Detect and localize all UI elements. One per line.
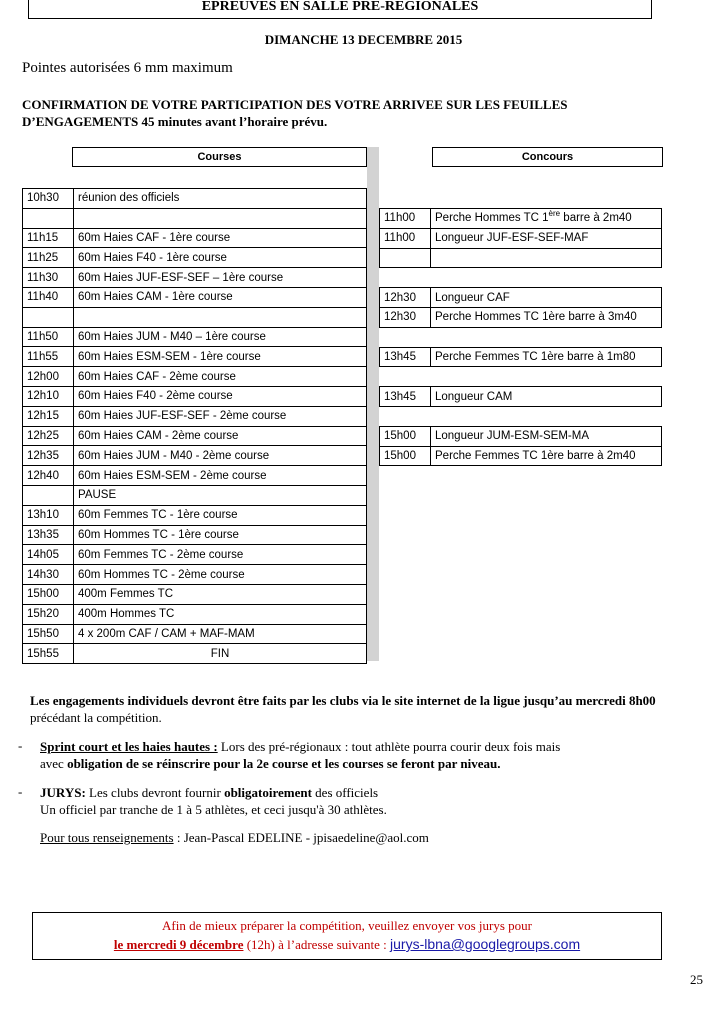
confirmation-notice [22,96,682,130]
time-cell: 13h10 [23,505,74,525]
time-cell: 15h00 [23,584,74,604]
event-cell: Perche Hommes TC 1ère barre à 2m40 [431,209,662,229]
engagements-note [30,692,700,726]
time-cell: 11h00 [380,209,431,229]
contact-label: Pour tous renseignements [40,830,174,845]
event-cell: Perche Femmes TC 1ère barre à 1m80 [431,347,662,367]
table-gap [380,406,662,426]
time-cell: 14h05 [23,545,74,565]
table-row [23,545,367,565]
time-cell [23,208,74,228]
time-cell: 12h30 [380,288,431,308]
table-row [23,604,367,624]
table-row [23,367,367,387]
table-row [23,466,367,486]
event-cell: 60m Haies JUF-ESF-SEF – 1ère course [74,268,367,288]
jurys-title: JURYS: [40,785,86,800]
table-row [380,387,662,407]
event-cell: 60m Hommes TC - 1ère course [74,525,367,545]
table-row [23,268,367,288]
table-row [23,565,367,585]
confirmation-line-2: D’ENGAGEMENTS 45 minutes avant l’horaire prévu. [22,114,328,129]
time-cell [380,248,431,268]
sprint-title: Sprint court et les haies hautes : [40,739,218,754]
event-cell: 60m Haies ESM-SEM - 2ème course [74,466,367,486]
contact-line [40,829,429,846]
page-title: EPREUVES EN SALLE PRE-REGIONALES [28,0,652,19]
confirmation-line-1: CONFIRMATION DE VOTRE PARTICIPATION DES VOTRE ARRIVEE SUR LES FEUILLES [22,97,568,112]
event-cell: Perche Hommes TC 1ère barre à 3m40 [431,307,662,327]
time-cell: 11h30 [23,268,74,288]
event-cell [74,208,367,228]
courses-header: Courses [72,147,367,167]
event-cell: 400m Femmes TC [74,584,367,604]
sprint-line2-pre: avec [40,756,68,771]
table-row [23,228,367,248]
event-cell: 60m Femmes TC - 2ème course [74,545,367,565]
event-cell: Longueur JUM-ESM-SEM-MA [431,426,662,446]
time-cell: 12h35 [23,446,74,466]
event-date: DIMANCHE 13 DECEMBRE 2015 [264,32,463,47]
event-cell: FIN [74,644,367,664]
event-cell [431,248,662,268]
event-cell: 4 x 200m CAF / CAM + MAF-MAM [74,624,367,644]
time-cell: 13h45 [380,387,431,407]
spikes-rule: Pointes autorisées 6 mm maximum [22,60,233,76]
time-cell [23,485,74,505]
table-row [23,644,367,664]
engagements-normal: précédant la compétition. [30,710,162,725]
event-cell: 60m Haies JUF-ESF-SEF - 2ème course [74,406,367,426]
time-cell: 15h50 [23,624,74,644]
time-cell: 11h55 [23,347,74,367]
jurys-reminder-box [32,912,662,960]
concours-header: Concours [432,147,663,167]
table-row [23,248,367,268]
time-cell: 12h10 [23,386,74,406]
table-row [23,624,367,644]
time-cell: 11h15 [23,228,74,248]
separator-bar [367,147,379,661]
jurys-email-link[interactable]: jurys-lbna@googlegroups.com [390,936,581,952]
event-cell: 60m Hommes TC - 2ème course [74,565,367,585]
event-cell: 60m Haies F40 - 1ère course [74,248,367,268]
jurys-text2: des officiels [311,785,379,800]
table-row [380,288,662,308]
time-cell: 12h25 [23,426,74,446]
time-cell: 13h35 [23,525,74,545]
jurys-note [40,784,700,818]
table-row [380,228,662,248]
event-cell: 60m Haies CAF - 1ère course [74,228,367,248]
time-cell: 11h25 [23,248,74,268]
time-cell: 15h00 [380,446,431,466]
reminder-deadline: le mercredi 9 décembre [113,937,244,952]
event-cell [74,307,367,327]
sprint-line2-bold: obligation de se réinscrire pour la 2e course et les courses se feront par niveau. [67,756,501,771]
event-cell: PAUSE [74,485,367,505]
event-cell: 60m Haies F40 - 2ème course [74,386,367,406]
table-gap [380,268,662,288]
sprint-text: Lors des pré-régionaux : tout athlète pourra courir deux fois mais [217,739,561,754]
time-cell: 15h55 [23,644,74,664]
event-cell: 60m Haies JUM - M40 - 2ème course [74,446,367,466]
event-cell: Longueur CAM [431,387,662,407]
table-row [23,386,367,406]
time-cell: 13h45 [380,347,431,367]
courses-table [22,188,367,664]
table-row [23,446,367,466]
table-row [380,347,662,367]
table-row [23,327,367,347]
table-row [23,287,367,307]
time-cell: 10h30 [23,189,74,209]
time-cell: 12h15 [23,406,74,426]
reminder-line-2: (12h) à l’adresse suivante : [243,937,391,952]
table-row [23,406,367,426]
table-row [380,209,662,229]
event-cell: Perche Femmes TC 1ère barre à 2m40 [431,446,662,466]
event-cell: 60m Haies JUM - M40 – 1ère course [74,327,367,347]
concours-table [379,208,662,466]
event-cell: 60m Haies ESM-SEM - 1ère course [74,347,367,367]
time-cell [23,307,74,327]
jurys-line2: Un officiel par tranche de 1 à 5 athlètes, et ceci jusqu'à 30 athlètes. [40,802,387,817]
time-cell: 12h00 [23,367,74,387]
event-cell: 60m Haies CAM - 1ère course [74,287,367,307]
table-row [23,525,367,545]
table-gap [380,327,662,347]
jurys-bold: obligatoirement [224,785,312,800]
table-row [380,426,662,446]
contact-text: : Jean-Pascal EDELINE - jpisaedeline@aol.com [173,830,429,845]
page-number: 25 [690,972,703,987]
event-cell: Longueur JUF-ESF-SEF-MAF [431,228,662,248]
event-cell: Longueur CAF [431,288,662,308]
table-row [380,446,662,466]
event-cell: 60m Femmes TC - 1ère course [74,505,367,525]
table-row [23,189,367,209]
table-row [23,584,367,604]
time-cell: 14h30 [23,565,74,585]
event-cell: réunion des officiels [74,189,367,209]
time-cell: 11h00 [380,228,431,248]
table-row [23,505,367,525]
table-row [23,208,367,228]
reminder-line-1: Afin de mieux préparer la compétition, veuillez envoyer vos jurys pour [161,918,533,933]
bullet-dash: - [18,784,23,799]
table-row [380,307,662,327]
time-cell: 12h40 [23,466,74,486]
event-cell: 400m Hommes TC [74,604,367,624]
table-row [23,485,367,505]
table-row [380,248,662,268]
jurys-text: Les clubs devront fournir [85,785,225,800]
event-cell: 60m Haies CAF - 2ème course [74,367,367,387]
event-cell: 60m Haies CAM - 2ème course [74,426,367,446]
time-cell: 15h20 [23,604,74,624]
table-row [23,307,367,327]
table-row [23,347,367,367]
sprint-note [40,738,700,772]
bullet-dash: - [18,738,23,753]
table-gap [380,367,662,387]
time-cell: 11h40 [23,287,74,307]
time-cell: 12h30 [380,307,431,327]
time-cell: 11h50 [23,327,74,347]
table-row [23,426,367,446]
engagements-bold: Les engagements individuels devront être faits par les clubs via le site internet de la ligue jusqu’au mercredi 8h00 [30,693,656,708]
time-cell: 15h00 [380,426,431,446]
